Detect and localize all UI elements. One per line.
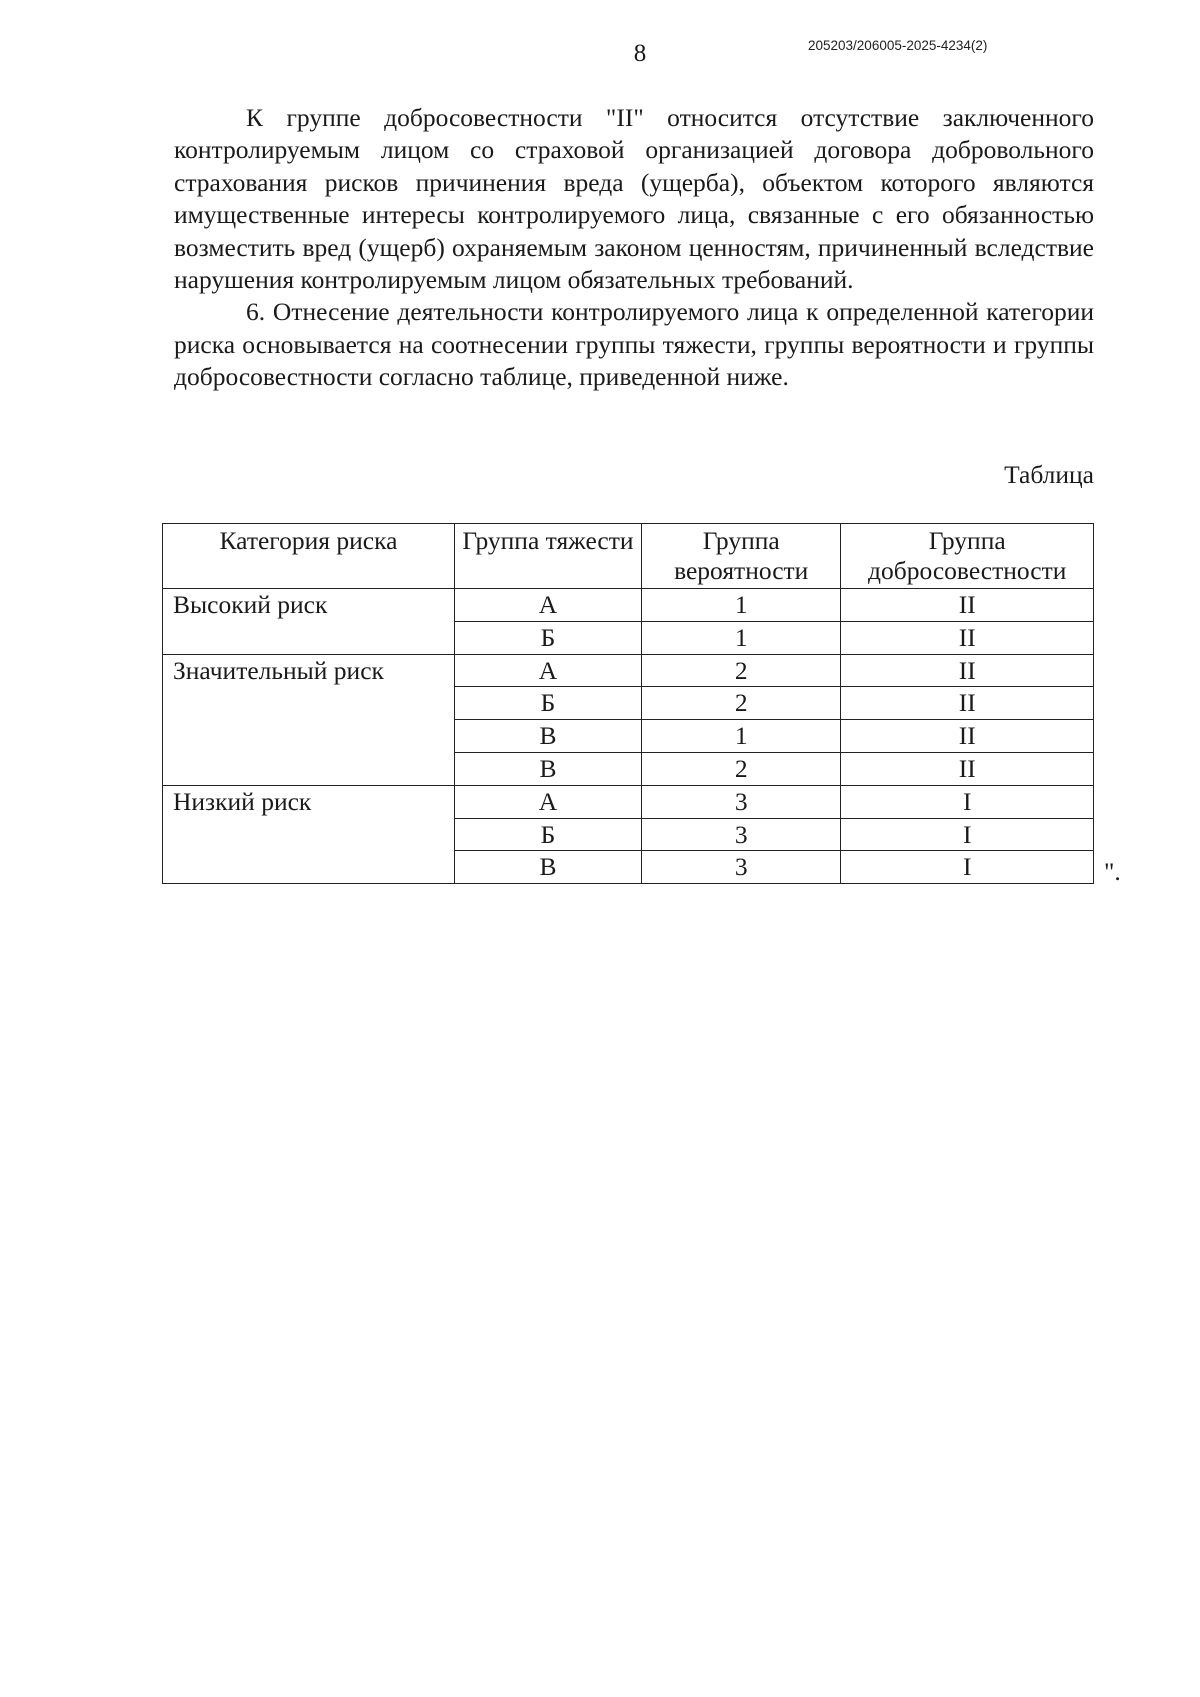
severity-group-cell: В bbox=[454, 752, 641, 785]
good-faith-group-cell: II bbox=[841, 720, 1094, 753]
probability-group-cell: 1 bbox=[642, 621, 841, 654]
probability-group-cell: 3 bbox=[642, 851, 841, 884]
paragraph-good-faith-group: К группе добросовестности "II" относится отсутствие заключенного контролируемым лицом со страховой организацией договора добровольного страхования рисков причинения вреда (ущерба), объектом которого являются имущественные интересы контролируемого лица, связанные с его обязанностью возместить вред (ущерб) охраняемым законом ценностям, причиненный вследствие нарушения контролируемым лицом обязательных требований. bbox=[174, 103, 1094, 295]
table-caption: Таблица bbox=[1004, 460, 1094, 489]
body-text bbox=[174, 102, 1094, 394]
paragraph-risk-category-rule: 6. Отнесение деятельности контролируемого лица к определенной категории риска основывается на соотнесении группы тяжести, группы вероятности и группы добросовестности согласно таблице, приведенной ниже. bbox=[174, 297, 1094, 392]
risk-category-cell: Низкий риск bbox=[163, 785, 455, 883]
header-good-faith-group: Группа добросовестности bbox=[841, 524, 1094, 589]
closing-quote: ". bbox=[1104, 857, 1121, 886]
severity-group-cell: Б bbox=[454, 818, 641, 851]
document-code: 205203/206005-2025-4234(2) bbox=[808, 38, 988, 53]
table-row bbox=[163, 589, 1094, 622]
good-faith-group-cell: I bbox=[841, 818, 1094, 851]
good-faith-group-cell: II bbox=[841, 589, 1094, 622]
good-faith-group-cell: I bbox=[841, 785, 1094, 818]
good-faith-group-cell: II bbox=[841, 621, 1094, 654]
page-number: 8 bbox=[633, 40, 647, 67]
severity-group-cell: А bbox=[454, 589, 641, 622]
header-probability-group: Группа вероятности bbox=[642, 524, 841, 589]
probability-group-cell: 2 bbox=[642, 654, 841, 687]
severity-group-cell: А bbox=[454, 654, 641, 687]
table-row bbox=[163, 785, 1094, 818]
risk-category-cell: Высокий риск bbox=[163, 589, 455, 655]
probability-group-cell: 1 bbox=[642, 720, 841, 753]
good-faith-group-cell: II bbox=[841, 654, 1094, 687]
risk-category-table bbox=[162, 523, 1094, 884]
severity-group-cell: А bbox=[454, 785, 641, 818]
header-severity-group: Группа тяжести bbox=[454, 524, 641, 589]
table-body bbox=[163, 589, 1094, 884]
table-row bbox=[163, 654, 1094, 687]
probability-group-cell: 3 bbox=[642, 818, 841, 851]
header-risk-category: Категория риска bbox=[163, 524, 455, 589]
severity-group-cell: Б bbox=[454, 621, 641, 654]
probability-group-cell: 2 bbox=[642, 687, 841, 720]
risk-category-cell: Значительный риск bbox=[163, 654, 455, 785]
good-faith-group-cell: II bbox=[841, 752, 1094, 785]
probability-group-cell: 2 bbox=[642, 752, 841, 785]
probability-group-cell: 1 bbox=[642, 589, 841, 622]
table-header-row bbox=[163, 524, 1094, 589]
probability-group-cell: 3 bbox=[642, 785, 841, 818]
severity-group-cell: В bbox=[454, 851, 641, 884]
good-faith-group-cell: I bbox=[841, 851, 1094, 884]
severity-group-cell: Б bbox=[454, 687, 641, 720]
severity-group-cell: В bbox=[454, 720, 641, 753]
good-faith-group-cell: II bbox=[841, 687, 1094, 720]
